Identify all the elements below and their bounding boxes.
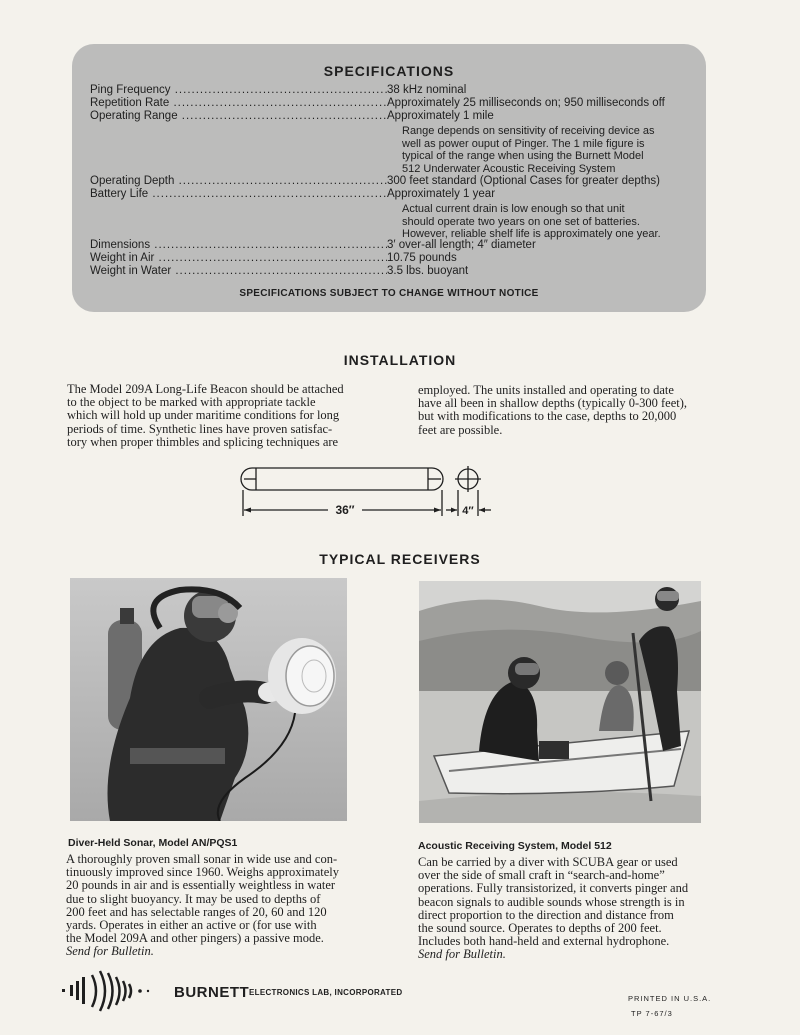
burnett-logo bbox=[60, 967, 403, 1015]
left-receiver-caption: Diver-Held Sonar, Model AN/PQS1 bbox=[68, 837, 238, 849]
diver-held-sonar-photo bbox=[70, 578, 347, 821]
note-line: typical of the range when using the Burnett Model bbox=[402, 150, 644, 162]
text-line: 20 pounds in air and is essentially weightless in water bbox=[66, 878, 336, 893]
length-dimension-label: 36″ bbox=[335, 503, 355, 517]
text-line: employed. The units installed and operating to date bbox=[418, 383, 674, 397]
sound-wave-icon bbox=[60, 967, 170, 1015]
text-line: to the object to be marked with appropriate tackle bbox=[67, 395, 316, 410]
battery-life-note bbox=[402, 203, 661, 241]
note-line: should operate two years on one set of batteries. bbox=[402, 215, 640, 228]
text-line: over the side of small craft in “search-and-home” bbox=[418, 868, 665, 883]
text-line: operations. Fully transistorized, it converts pinger and bbox=[418, 881, 689, 896]
text-line: the Model 209A and other pingers) a passive mode. bbox=[66, 931, 324, 946]
text-line: yards. Operates in either an active or (for use with bbox=[66, 918, 317, 933]
spec-value: 38 kHz nominal bbox=[387, 84, 467, 96]
spec-label: Battery Life ..... bbox=[90, 188, 387, 201]
text-line: direct proportion to the direction and distance from bbox=[418, 907, 674, 922]
text-line: tinuously improved since 1960. Weighs approximately bbox=[66, 865, 340, 880]
note-line: Range depends on sensitivity of receiving device as bbox=[402, 125, 655, 137]
text-line: tory when proper thimbles and splicing techniques are bbox=[67, 434, 339, 449]
left-receiver-description bbox=[66, 853, 349, 959]
operating-range-note bbox=[402, 125, 655, 175]
spec-value: 3′ over-all length; 4″ diameter bbox=[387, 239, 536, 251]
spec-row-operating-depth bbox=[90, 175, 660, 188]
spec-row-ping-frequency bbox=[90, 84, 466, 97]
text-line: periods of time. Synthetic lines have proven satisfac- bbox=[67, 421, 333, 436]
spec-label: Operating Range ..... bbox=[90, 110, 387, 123]
text-line: which will hold up under maritime conditions for long bbox=[67, 408, 340, 423]
diameter-dimension-label: 4″ bbox=[462, 505, 474, 517]
send-for-bulletin-text: Send for Bulletin. bbox=[418, 947, 506, 962]
text-line: The Model 209A Long-Life Beacon should be attached bbox=[67, 382, 344, 396]
text-line: Can be carried by a diver with SCUBA gear or used bbox=[418, 855, 678, 869]
spec-label: Dimensions ..... bbox=[90, 239, 387, 252]
spec-label: Ping Frequency ..... bbox=[90, 84, 387, 97]
printed-in-usa: PRINTED IN U.S.A. bbox=[628, 994, 712, 1003]
beacon-tube-outline bbox=[241, 468, 443, 490]
text-line: due to slight buoyancy. It may be used to depths of bbox=[66, 891, 321, 906]
acoustic-receiving-system-photo bbox=[419, 581, 701, 823]
spec-label: Repetition Rate ..... bbox=[90, 97, 387, 110]
text-line: Includes both hand-held and external hydrophone. bbox=[418, 934, 670, 949]
right-receiver-description bbox=[418, 856, 701, 962]
spec-row-weight-in-air bbox=[90, 252, 457, 265]
spec-row-dimensions bbox=[90, 239, 536, 252]
note-line: well as power ouput of Pinger. The 1 mile figure is bbox=[402, 137, 645, 150]
text-line: but with modifications to the case, depths to 20,000 bbox=[418, 409, 677, 424]
send-for-bulletin-text: Send for Bulletin. bbox=[66, 944, 154, 959]
spec-value: Approximately 1 year bbox=[387, 188, 496, 200]
note-line: Actual current drain is low enough so that unit bbox=[402, 203, 625, 215]
spec-value: Approximately 1 mile bbox=[387, 110, 494, 122]
spec-value: 10.75 pounds bbox=[387, 252, 457, 264]
spec-label: Weight in Air ..... bbox=[90, 252, 387, 265]
text-line: have all been in shallow depths (typically 0-300 feet), bbox=[418, 396, 688, 411]
spec-label: Operating Depth ..... bbox=[90, 175, 387, 188]
spec-value: 300 feet standard (Optional Cases for greater depths) bbox=[387, 175, 660, 187]
text-line: 200 feet and has selectable ranges of 20, 60 and 120 bbox=[66, 904, 327, 919]
installation-column-right bbox=[418, 384, 702, 437]
specifications-panel bbox=[72, 44, 706, 312]
typical-receivers-title: TYPICAL RECEIVERS bbox=[319, 551, 481, 567]
beacon-dimension-drawing bbox=[236, 460, 496, 522]
brand-subtitle: ELECTRONICS LAB, INCORPORATED bbox=[249, 988, 403, 997]
text-line: feet are possible. bbox=[418, 422, 503, 437]
spec-row-repetition-rate bbox=[90, 97, 665, 110]
text-line: beacon signals to audible sounds whose strength is in bbox=[418, 894, 685, 909]
note-line: 512 Underwater Acoustic Receiving System bbox=[402, 162, 616, 175]
spec-row-battery-life bbox=[90, 188, 495, 201]
specifications-disclaimer: SPECIFICATIONS SUBJECT TO CHANGE WITHOUT NOTICE bbox=[239, 288, 539, 299]
right-receiver-caption: Acoustic Receiving System, Model 512 bbox=[418, 840, 612, 852]
document-code: TP 7-67/3 bbox=[631, 1009, 673, 1018]
text-line: the sound source. Operates to depths of 200 feet. bbox=[418, 921, 662, 936]
spec-row-operating-range bbox=[90, 110, 494, 123]
specifications-title: SPECIFICATIONS bbox=[323, 63, 455, 79]
spec-value: 3.5 lbs. buoyant bbox=[387, 265, 469, 277]
installation-title: INSTALLATION bbox=[343, 352, 457, 368]
spec-label: Weight in Water ..... bbox=[90, 265, 387, 278]
text-line: A thoroughly proven small sonar in wide use and con- bbox=[66, 852, 338, 866]
brand-name: BURNETT bbox=[174, 984, 250, 1001]
installation-column-left bbox=[67, 383, 357, 449]
spec-row-weight-in-water bbox=[90, 265, 468, 278]
spec-value: Approximately 25 milliseconds on; 950 milliseconds off bbox=[387, 97, 665, 109]
note-line: However, reliable shelf life is approximately one year. bbox=[402, 228, 661, 240]
